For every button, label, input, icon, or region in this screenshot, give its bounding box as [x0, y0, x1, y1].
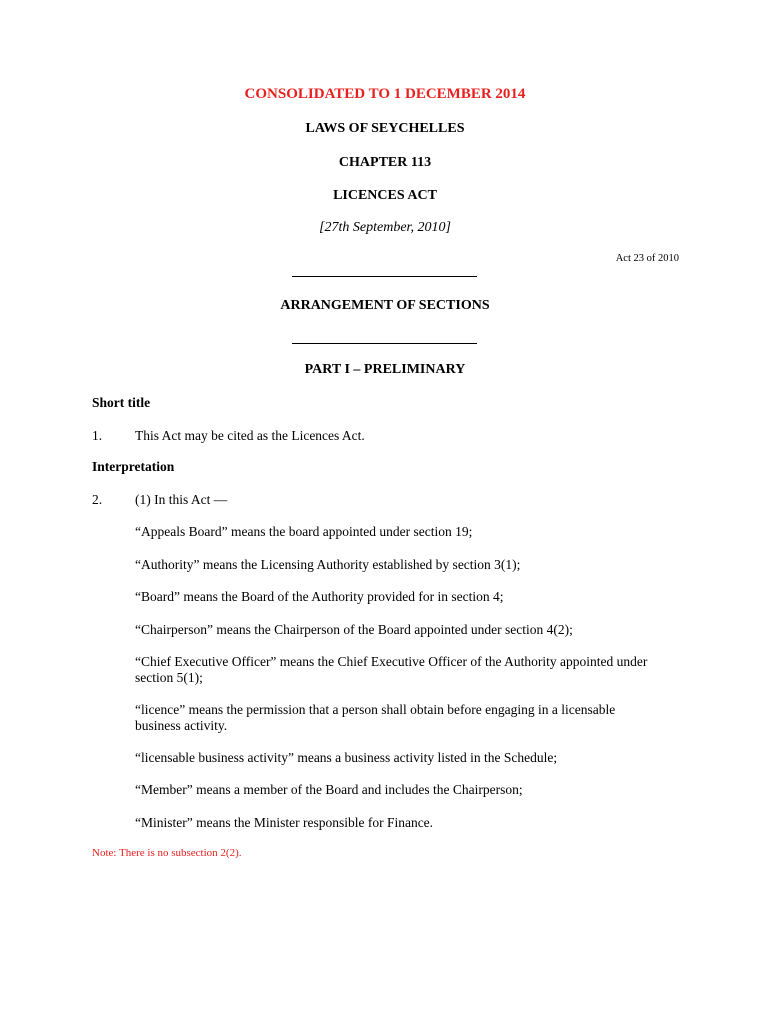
act-date: [27th September, 2010]: [319, 220, 451, 235]
section-intro-2: (1) In this Act —: [135, 492, 228, 507]
laws-title: LAWS OF SEYCHELLES: [305, 121, 465, 136]
section-number-1: 1.: [92, 428, 103, 443]
definition-licensable-business-activity: “licensable business activity” means a business activity listed in the Schedule;: [135, 750, 558, 765]
definition-appeals-board: “Appeals Board” means the board appointed under section 19;: [135, 524, 473, 539]
section-number-2: 2.: [92, 492, 103, 507]
definition-board: “Board” means the Board of the Authority provided for in section 4;: [135, 589, 504, 604]
divider-top: [292, 276, 477, 277]
section-heading-short-title: Short title: [92, 395, 151, 410]
divider-bottom: [292, 343, 477, 344]
definition-member: “Member” means a member of the Board and includes the Chairperson;: [135, 782, 523, 797]
consolidation-notice: CONSOLIDATED TO 1 DECEMBER 2014: [244, 86, 526, 102]
section-text-1: This Act may be cited as the Licences Act.: [135, 428, 365, 443]
definition-authority: “Authority” means the Licensing Authority established by section 3(1);: [135, 557, 521, 572]
act-number: Act 23 of 2010: [615, 253, 679, 264]
arrangement-title: ARRANGEMENT OF SECTIONS: [280, 298, 490, 313]
part-title: PART I – PRELIMINARY: [304, 362, 466, 377]
chapter-title: CHAPTER 113: [338, 155, 432, 170]
act-title: LICENCES ACT: [333, 188, 437, 203]
subsection-note: Note: There is no subsection 2(2).: [92, 847, 242, 859]
definition-chief-executive-officer: “Chief Executive Officer” means the Chief Executive Officer of the Authority appointed under section 5(1);: [135, 654, 648, 685]
definition-licence: “licence” means the permission that a person shall obtain before engaging in a licensable business activity.: [135, 702, 616, 733]
definition-chairperson: “Chairperson” means the Chairperson of the Board appointed under section 4(2);: [135, 622, 573, 637]
definition-minister: “Minister” means the Minister responsible for Finance.: [135, 815, 434, 830]
section-heading-interpretation: Interpretation: [92, 459, 175, 474]
